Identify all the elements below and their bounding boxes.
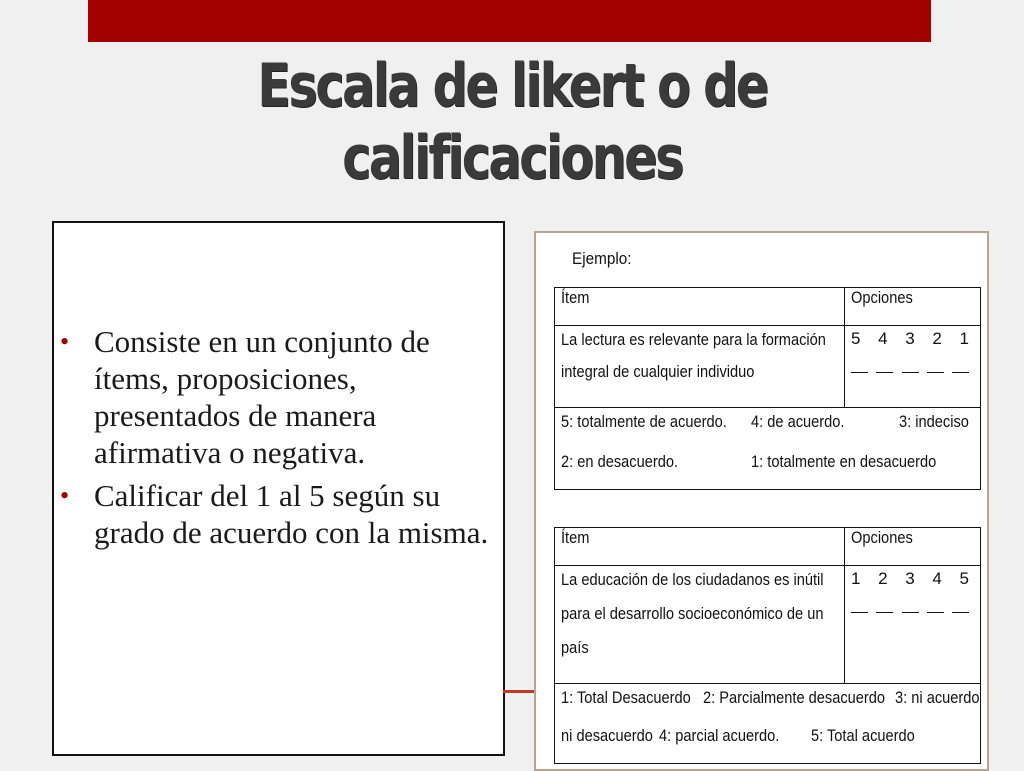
table-header-item: Ítem [555,288,845,326]
bullet-item [60,477,490,551]
option-value: 3 [905,329,915,348]
bullet-box [52,221,505,756]
option-value: 1 [851,569,861,588]
likert-table-1 [554,287,981,490]
table-legend: 1: Total Desacuerdo 2: Parcialmente desacuerdo 3: ni acuerdo ni desacuerdo 4: parcial acuerdo. 5: Total acuerdo [555,684,981,764]
option-value: 2 [878,569,888,588]
example-image-panel [534,231,989,771]
likert-table-2 [554,527,981,764]
table-item-cell: La educación de los ciudadanos es inútil para el desarrollo socioeconómico de un país [555,566,845,684]
table-header-options: Opciones [845,528,981,566]
bullet-text: Calificar del 1 al 5 según su grado de acuerdo con la misma. [94,478,489,550]
option-value: 4 [878,329,888,348]
table-item-cell: La lectura es relevante para la formación integral de cualquier individuo [555,326,845,408]
bullet-dot-icon: • [60,327,70,356]
bullet-list [60,323,490,557]
option-value: 5 [851,329,861,348]
answer-blanks [851,611,969,613]
bullet-item [60,323,490,471]
option-value: 4 [932,569,942,588]
table-header-item: Ítem [555,528,845,566]
table-header-options: Opciones [845,288,981,326]
bullet-dot-icon: • [60,481,70,510]
option-value: 5 [959,569,969,588]
table-options-cell [845,326,981,408]
slide-title: Escala de likert o de calificaciones [257,51,767,193]
bullet-text: Consiste en un conjunto de ítems, proposiciones, presentados de manera afirmativa o negativa. [94,324,430,470]
top-accent-bar [88,0,931,42]
table-legend: 5: totalmente de acuerdo. 4: de acuerdo. 3: indeciso 2: en desacuerdo. 1: totalmente en desacuerdo [555,408,981,490]
table-options-cell [845,566,981,684]
option-value: 1 [959,329,969,348]
answer-blanks [851,371,969,373]
option-value: 3 [905,569,915,588]
option-value: 2 [932,329,942,348]
example-label: Ejemplo: [572,249,632,268]
